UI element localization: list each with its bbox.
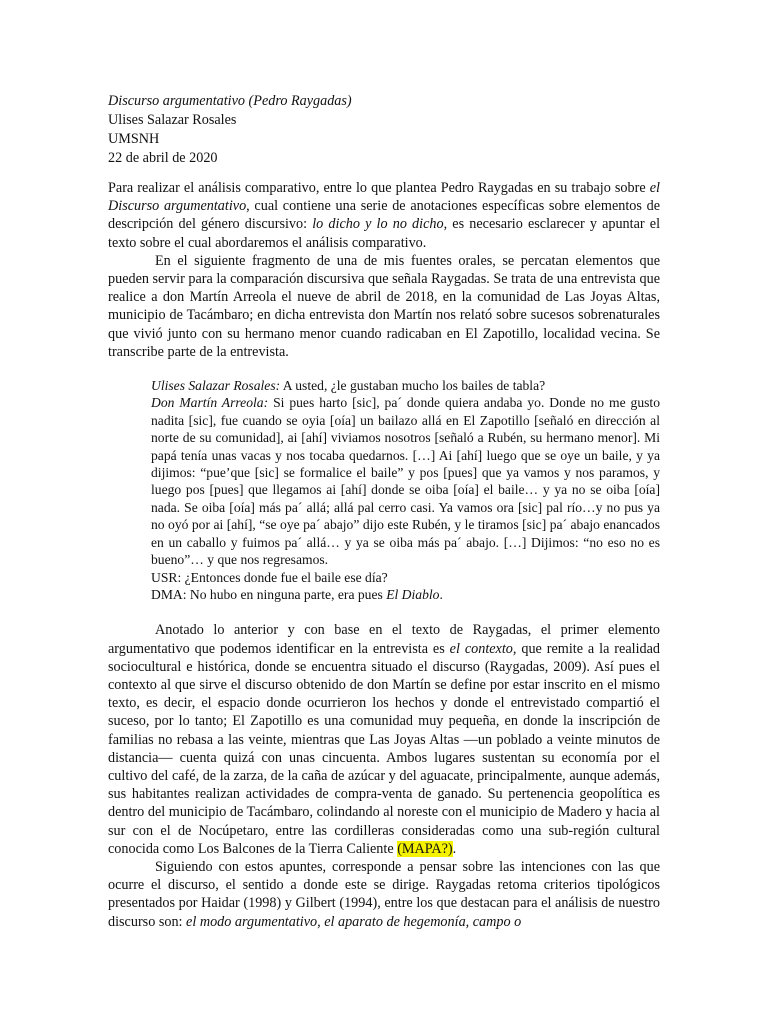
quote-line-usr: Ulises Salazar Rosales: A usted, ¿le gustaban mucho los bailes de tabla? xyxy=(151,378,546,394)
document-header xyxy=(108,92,668,168)
speaker-dma: Don Martín Arreola: xyxy=(151,395,269,411)
paragraph-intro: Para realizar el análisis comparativo, entre lo que plantea Pedro Raygadas en su trabajo sobre el Discurso argumentativo, cual contiene una serie de anotaciones específicas sobre elementos de descripción del género discursivo: lo dicho y lo no dicho, es necesario esclarecer y apuntar el texto sobre el cual abordaremos el análisis comparativo. xyxy=(108,180,661,251)
document-date: 22 de abril de 2020 xyxy=(108,150,218,166)
document-title: Discurso argumentativo (Pedro Raygadas) xyxy=(108,93,352,109)
quote-line-dma-2: DMA: No hubo en ninguna parte, era pues El Diablo. xyxy=(151,586,443,602)
paragraph-context-analysis: Anotado lo anterior y con base en el texto de Raygadas, el primer elemento argumentativo que podemos identificar en la entrevista es el contexto, que remite a la realidad sociocultural e histórica, donde se encuentra situado el discurso (Raygadas, 2009). Así pues el contexto al que sirve el discurso obtenido de don Martín se define por estar inscrito en el mismo texto, es decir, el espacio donde ocurrieron los hechos y donde el entrevistado compartió el suceso, por lo tanto; El Zapotillo es una comunidad muy pequeña, en donde la inscripción de familias no rebasa a las veinte, mientras que Las Joyas Altas —un poblado a veinte minutos de distancia— cuenta quizá con unas cincuenta. Ambos lugares sustentan su economía por el cultivo del café, de la zarza, de la caña de azúcar y del aguacate, principalmente, aunque además, sus habitantes realizan actividades de compra-venta de ganado. Su pertenencia geopolítica es dentro del municipio de Tacámbaro, colindando al noreste con el municipio de Madero y hacia al sur con el de Nocúpetaro, entre las cordilleras consideradas como una sub-región cultural conocida como Los Balcones de la Tierra Caliente (MAPA?). xyxy=(108,622,660,857)
author-name: Ulises Salazar Rosales xyxy=(108,112,237,128)
paragraph-intentions: Siguiendo con estos apuntes, corresponde a pensar sobre las intenciones con las que ocurre el discurso, el sentido a donde este se dirige. Raygadas retoma criterios tipológicos presentados por Haidar (1998) y Gilbert (1994), entre los que destacan para el análisis de nuestro discurso son: el modo argumentativo, el aparato de hegemonía, campo o xyxy=(108,858,660,930)
paragraph-interview-context: En el siguiente fragmento de una de mis fuentes orales, se percatan elementos que pueden servir para la comparación discursiva que señala Raygadas. Se trata de una entrevista que realice a don Martín Arreola el nueve de abril de 2018, en la comunidad de Las Joyas Altas, municipio de Tacámbaro; en dicha entrevista don Martín nos relató sobre sucesos sobrenaturales que vivió junto con su hermano menor cuando radicaban en El Zapotillo, localidad vecina. Se transcribe parte de la entrevista. xyxy=(108,252,660,360)
quote-line-usr-2: USR: ¿Entonces donde fue el baile ese día? xyxy=(151,569,388,585)
quote-line-dma: Don Martín Arreola: Si pues harto [sic], pa´ donde quiera andaba yo. Donde no me gusto nadita [sic], fue cuando se oyia [oía] un bailazo allá en El Zapotillo [señaló en dirección al norte de su comunidad], ai [ahí] viviamos nosotros [señaló a Rubén, su hermano menor]. Mi papá tenía unas vacas y nos tocaba quedarnos. […] Ai [ahí] luego que se oye un baile, y ya dijimos: “pue’que [sic] se formalice el baile” y pos [pues] que ya vamos y nos paramos, y luego pos [pues] que llegamos ai [ahí] donde se oiba [oía] el baile… y ya no se oiba [oía] nada. Se oiba [oía] más pa´ allá; allá pal cerro casi. Ya vamos ora [sic] pal río…y no pus ya no oyó por ai [ahí], “se oye pa´ abajo” dijo este Rubén, y le tiramos [sic] pa´ abajo enancados en un caballo y fuimos pa´ allá… y ya se oiba más pa´ abajo. […] Dijimos: “no eso no es bueno”… y que nos regresamos. xyxy=(151,395,660,568)
interview-quote xyxy=(151,377,660,603)
speaker-usr: Ulises Salazar Rosales: xyxy=(151,378,281,394)
institution: UMSNH xyxy=(108,131,160,147)
highlighted-map-note: (MAPA?) xyxy=(397,840,453,857)
document-body xyxy=(108,179,660,931)
